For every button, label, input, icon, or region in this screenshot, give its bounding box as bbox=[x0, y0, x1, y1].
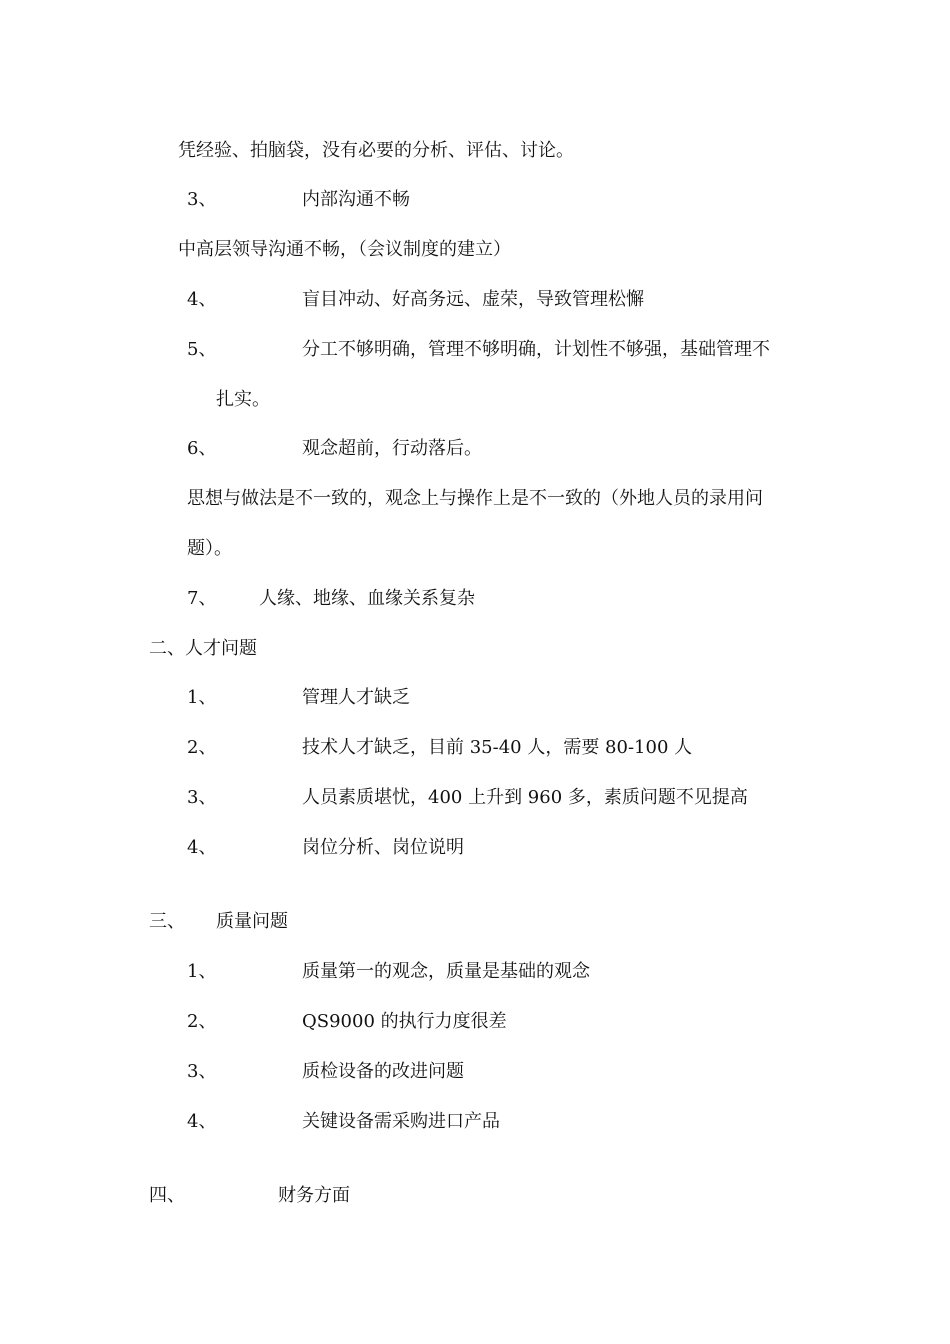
list-number: 4、 bbox=[187, 1111, 217, 1132]
list-number: 2、 bbox=[187, 1011, 217, 1032]
section-title: 质量问题 bbox=[216, 911, 288, 932]
list-number: 3、 bbox=[187, 1061, 217, 1082]
paragraph-thinking: 思想与做法是不一致的，观念上与操作上是不一致的（外地人员的录用问 bbox=[187, 488, 763, 509]
list-text: 技术人才缺乏，目前 35-40 人，需要 80-100 人 bbox=[302, 737, 693, 758]
list-text: 人员素质堪忧，400 上升到 960 多，素质问题不见提高 bbox=[302, 787, 748, 808]
list-text: 岗位分析、岗位说明 bbox=[302, 837, 464, 858]
list-number: 5、 bbox=[187, 339, 217, 360]
list-number: 6、 bbox=[187, 438, 217, 459]
list-number: 3、 bbox=[187, 787, 217, 808]
list-number: 2、 bbox=[187, 737, 217, 758]
list-text: 观念超前，行动落后。 bbox=[302, 438, 482, 459]
list-text: 分工不够明确，管理不够明确，计划性不够强，基础管理不 bbox=[302, 339, 770, 360]
list-number: 4、 bbox=[187, 289, 217, 310]
section-title: 财务方面 bbox=[278, 1185, 350, 1206]
list-text-continuation: 扎实。 bbox=[216, 389, 270, 410]
list-text: 盲目冲动、好高务远、虚荣，导致管理松懈 bbox=[302, 289, 644, 310]
list-text: QS9000 的执行力度很差 bbox=[302, 1011, 507, 1032]
list-number: 1、 bbox=[187, 961, 217, 982]
list-text: 内部沟通不畅 bbox=[302, 189, 410, 210]
list-text: 关键设备需采购进口产品 bbox=[302, 1111, 500, 1132]
paragraph-thinking-cont: 题）。 bbox=[187, 538, 232, 559]
list-text: 质检设备的改进问题 bbox=[302, 1061, 464, 1082]
list-text: 管理人才缺乏 bbox=[302, 687, 410, 708]
list-text: 人缘、地缘、血缘关系复杂 bbox=[259, 588, 475, 609]
list-number: 1、 bbox=[187, 687, 217, 708]
list-number: 3、 bbox=[187, 189, 217, 210]
list-number: 7、 bbox=[187, 588, 217, 609]
section-number: 四、 bbox=[149, 1185, 185, 1206]
paragraph-experience: 凭经验、拍脑袋，没有必要的分析、评估、讨论。 bbox=[178, 140, 574, 161]
section-heading-talent: 二、人才问题 bbox=[149, 638, 257, 659]
list-text: 质量第一的观念，质量是基础的观念 bbox=[302, 961, 590, 982]
paragraph-communication: 中高层领导沟通不畅，（会议制度的建立） bbox=[178, 239, 511, 260]
section-number: 三、 bbox=[149, 911, 185, 932]
list-number: 4、 bbox=[187, 837, 217, 858]
